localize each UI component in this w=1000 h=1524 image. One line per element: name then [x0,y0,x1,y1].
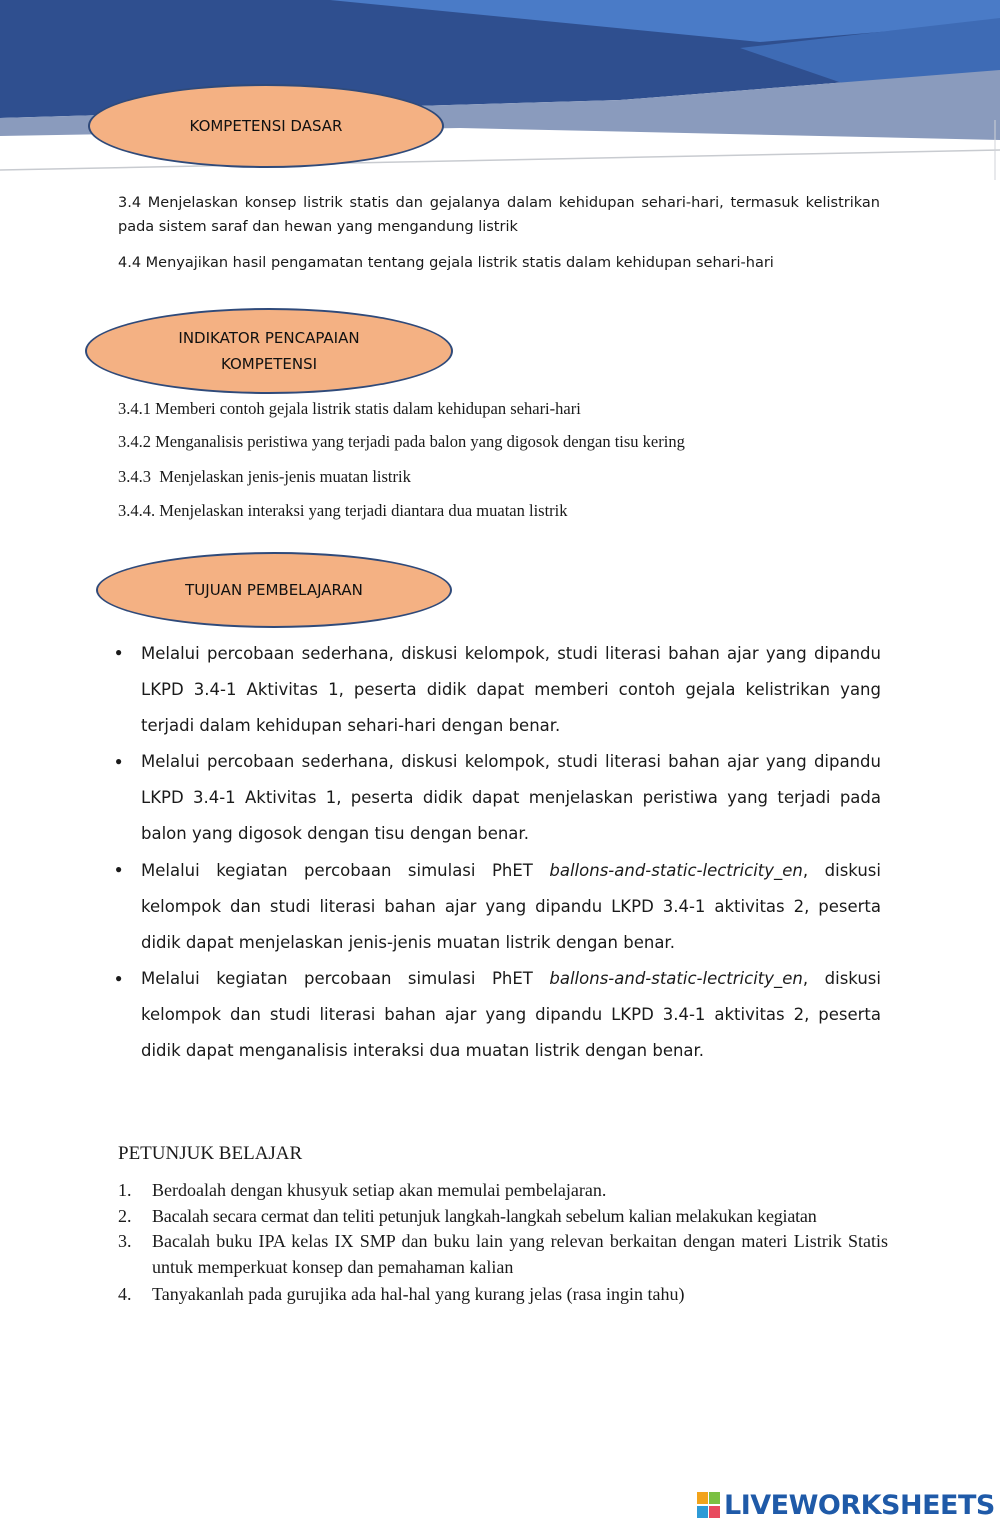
bullet-icon: ● [115,862,123,876]
indikator-item: 3.4.3 Menjelaskan jenis-jenis muatan listrik [118,467,411,486]
indikator-item: 3.4.4. Menjelaskan interaksi yang terjadi diantara dua muatan listrik [118,501,568,520]
kompetensi-dasar-title: KOMPETENSI DASAR [189,117,343,135]
petunjuk-item [118,1203,888,1229]
kd-item-text: Menjelaskan konsep listrik statis dan gejalanya dalam kehidupan sehari-hari, termasuk kelistrikan pada sistem saraf dan hewan yang mengandung listrik [118,195,880,235]
kd-item-text: Menyajikan hasil pengamatan tentang gejala listrik statis dalam kehidupan sehari-hari [145,255,774,271]
kd-item-3-4 [118,191,880,239]
liveworksheets-logo-icon [696,1490,722,1520]
bullet-icon: ● [115,645,123,659]
kompetensi-dasar-heading [88,84,444,168]
petunjuk-item-text: Berdoalah dengan khusyuk setiap akan memulai pembelajaran. [152,1180,607,1200]
tujuan-item-text: Melalui percobaan sederhana, diskusi kelompok, studi literasi bahan ajar yang dipandu LKPD 3.4-1 Aktivitas 1, peserta didik dapat memberi contoh gejala kelistrikan yang terjadi dalam kehidupan sehari-hari dengan benar. [141,644,881,735]
petunjuk-item-text: Bacalah secara cermat dan teliti petunjuk langkah-langkah sebelum kalian melakukan kegiatan [152,1206,817,1226]
bullet-icon: ● [115,971,123,985]
petunjuk-item-number: 3. [118,1231,132,1251]
petunjuk-item-number: 4. [118,1284,132,1304]
petunjuk-item [118,1228,888,1280]
petunjuk-item [118,1177,888,1203]
tujuan-item [141,636,881,744]
tujuan-item-text: Melalui kegiatan percobaan simulasi PhET [141,969,550,988]
petunjuk-item-text: Tanyakanlah pada gurujika ada hal-hal yang kurang jelas (rasa ingin tahu) [152,1284,685,1304]
tujuan-item-text: Melalui percobaan sederhana, diskusi kelompok, studi literasi bahan ajar yang dipandu LKPD 3.4-1 Aktivitas 1, peserta didik dapat menjelaskan peristiwa yang terjadi pada balon yang digosok dengan tisu dengan benar. [141,752,881,843]
tujuan-item-text: Melalui kegiatan percobaan simulasi PhET [141,861,550,880]
tujuan-heading [96,552,452,628]
liveworksheets-logo[interactable] [696,1488,995,1522]
tujuan-item-italic: ballons-and-static-lectricity_en [549,969,803,988]
petunjuk-title: PETUNJUK BELAJAR [118,1143,303,1164]
indikator-item: 3.4.1 Memberi contoh gejala listrik statis dalam kehidupan sehari-hari [118,399,581,418]
liveworksheets-logo-text: LIVEWORKSHEETS [724,1489,995,1521]
tujuan-item [141,961,881,1069]
tujuan-item-text-after: , diskusi kelompok dan studi literasi bahan ajar yang dipandu LKPD 3.4-1 aktivitas 2, peserta didik dapat menjelaskan jenis-jenis muatan listrik dengan benar. [141,861,881,952]
kd-item-number: 4.4 [118,255,142,271]
tujuan-title: TUJUAN PEMBELAJARAN [185,581,363,599]
tujuan-item-italic: ballons-and-static-lectricity_en [549,861,803,880]
indikator-title-line2: KOMPETENSI [220,355,318,373]
indikator-title-line1: INDIKATOR PENCAPAIAN [178,329,360,347]
indikator-item: 3.4.2 Menganalisis peristiwa yang terjadi pada balon yang digosok dengan tisu kering [118,432,685,451]
tujuan-item-text-after: , diskusi kelompok dan studi literasi bahan ajar yang dipandu LKPD 3.4-1 aktivitas 2, peserta didik dapat menganalisis interaksi dua muatan listrik dengan benar. [141,969,881,1060]
tujuan-item [141,744,881,852]
petunjuk-item-number: 2. [118,1206,132,1226]
petunjuk-item-number: 1. [118,1180,132,1200]
kd-item-number: 3.4 [118,195,142,211]
kd-item-4-4 [118,251,880,275]
bullet-icon: ● [115,754,123,768]
tujuan-item [141,853,881,961]
petunjuk-item [118,1281,888,1307]
indikator-heading [85,308,453,394]
petunjuk-item-text: Bacalah buku IPA kelas IX SMP dan buku lain yang relevan berkaitan dengan materi Listrik Statis untuk memperkuat konsep dan pemahaman kalian [152,1231,888,1277]
